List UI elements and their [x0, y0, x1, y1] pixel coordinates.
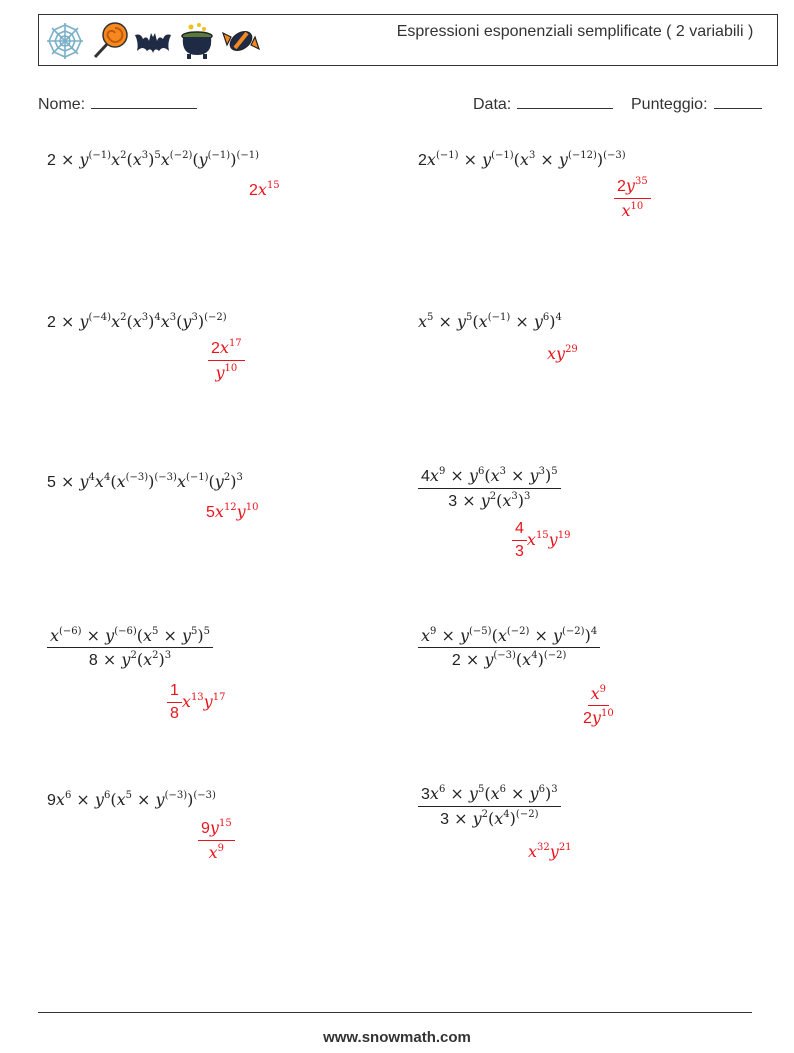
halloween-icons	[45, 21, 261, 61]
problem-8	[418, 626, 600, 670]
problem-5	[47, 472, 243, 492]
score-blank[interactable]	[714, 94, 762, 109]
problem-answer: $\frac{2y^{35}}{x^{10}}$	[614, 176, 651, 220]
problem-6	[418, 466, 561, 511]
score-label: Punteggio:	[631, 96, 708, 113]
name-label: Nome:	[38, 96, 86, 113]
problem-expression: $5 \times y^4x^4(x^{(-3)})^{(-3)}x^{(-1)}(y^2)^3$	[47, 472, 243, 491]
problem-answer: $\frac{1}{8}$ $x^{13}y^{17}$	[167, 682, 225, 723]
problem-answer: $5x^{12}y^{10}$	[206, 502, 259, 521]
name-blank[interactable]	[91, 94, 197, 109]
problem-answer: $xy^{29}$	[547, 344, 578, 363]
date-field	[473, 94, 613, 114]
problem-answer: $2x^{15}$	[249, 180, 280, 199]
problem-expression: $2 \times y^{(-4)}x^2(x^3)^4x^3(y^3)^{(-2)}$	[47, 312, 227, 331]
problem-answer: $\frac{9y^{15}}{x^9}$	[198, 818, 235, 862]
problem-answer: $\frac{2x^{17}}{y^{10}}$	[208, 338, 245, 382]
problem-expression: $2x^{(-1)} \times y^{(-1)}(x^3 \times y^{(-12)})^{(-3)}$	[418, 150, 626, 169]
problem-expression: $\frac{x^9 \times y^{(-5)}(x^{(-2)} \times y^{(-2)})^4}{2 \times y^{(-3)}(x^4)^{(-2)}}$	[418, 626, 600, 670]
date-blank[interactable]	[517, 94, 613, 109]
problem-answer: $x^{32}y^{21}$	[528, 842, 572, 861]
footer-url[interactable]: www.snowmath.com	[323, 1029, 471, 1046]
worksheet-header	[38, 14, 778, 66]
problem-10	[418, 784, 561, 829]
footer-divider	[38, 1012, 752, 1013]
problem-answer: $\frac{x^9}{2y^{10}}$	[583, 684, 614, 727]
problem-2	[418, 150, 626, 170]
problem-expression: $\frac{3x^6 \times y^5(x^6 \times y^6)^3}{3 \times y^2(x^4)^{(-2)}}$	[418, 784, 561, 829]
problem-expression: $\frac{4x^9 \times y^6(x^3 \times y^3)^5}{3 \times y^2(x^3)^3}$	[418, 466, 561, 511]
lollipop-icon	[89, 21, 129, 61]
problem-4	[418, 312, 562, 331]
score-field	[631, 94, 762, 114]
cauldron-icon	[177, 21, 217, 61]
problem-answer: $\frac{4}{3}$ $x^{15}y^{19}$	[512, 520, 570, 561]
bat-icon	[133, 21, 173, 61]
name-field	[38, 94, 197, 114]
problem-expression: $2 \times y^{(-1)}x^2(x^3)^5x^{(-2)}(y^{(-1)})^{(-1)}$	[47, 150, 259, 169]
worksheet-title: Espressioni esponenziali semplificate ( 2 variabili )	[396, 23, 754, 40]
problem-expression: $9x^6 \times y^6(x^5 \times y^{(-3)})^{(-3)}$	[47, 790, 216, 809]
date-label: Data:	[473, 96, 512, 113]
problem-9	[47, 790, 216, 810]
problem-7	[47, 626, 213, 670]
problem-expression: $\frac{x^{(-6)} \times y^{(-6)}(x^5 \times y^5)^5}{8 \times y^2(x^2)^3}$	[47, 626, 213, 670]
candy-icon	[221, 21, 261, 61]
spider-web-icon	[45, 21, 85, 61]
problem-expression: $x^5 \times y^5(x^{(-1)} \times y^6)^4$	[418, 312, 562, 331]
problem-1	[47, 150, 259, 170]
problem-3	[47, 312, 227, 332]
